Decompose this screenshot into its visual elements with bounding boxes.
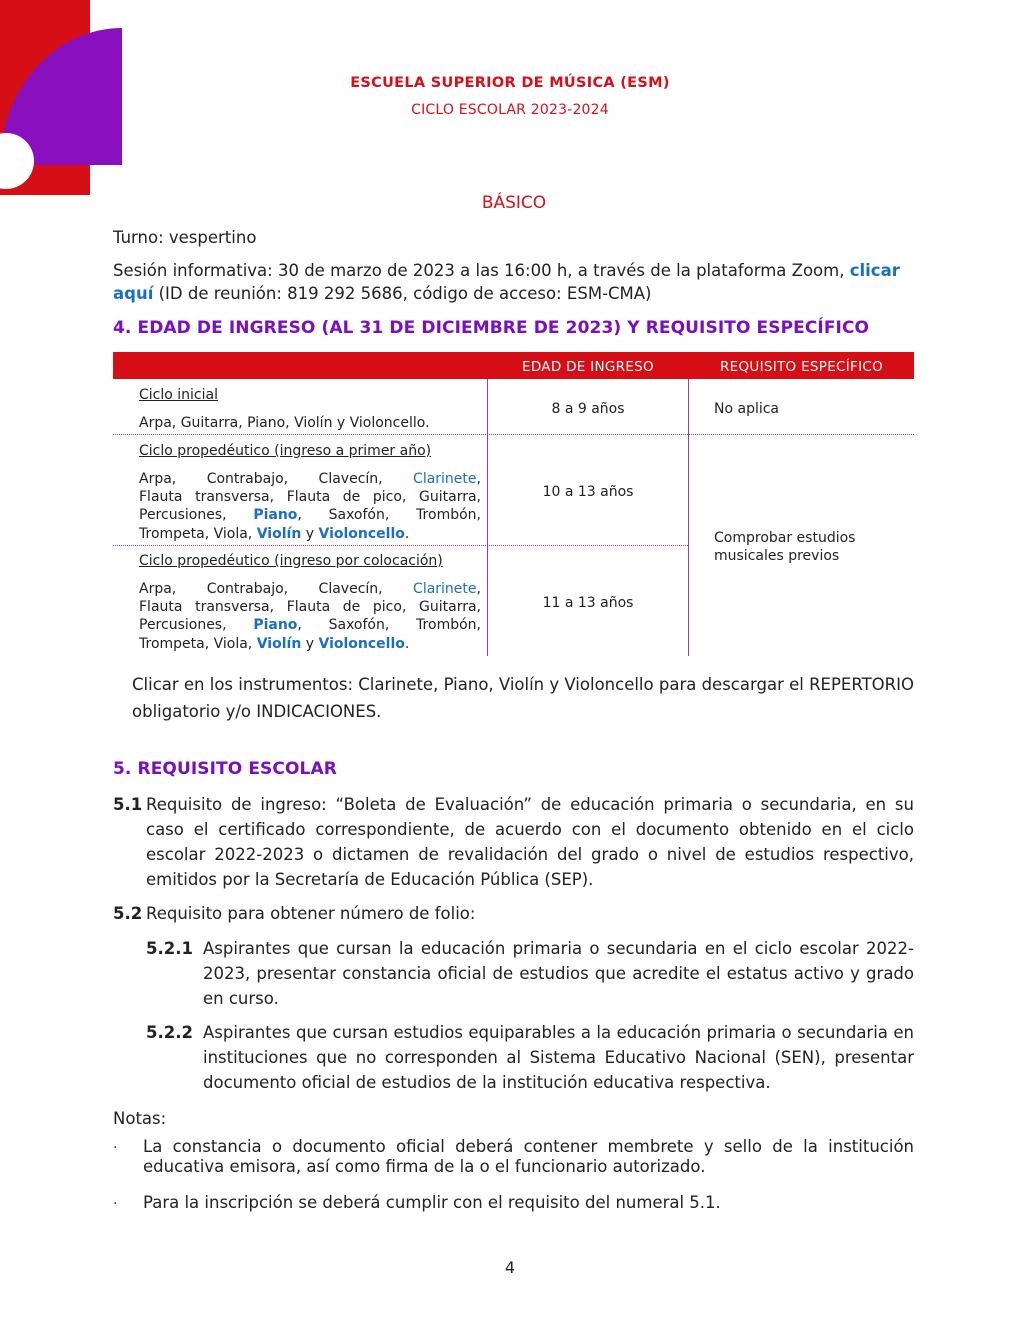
row-prope1-age: 10 a 13 años [542,484,634,500]
violoncello-link[interactable]: Violoncello [318,525,405,542]
row-prope2-name: Ciclo propedéutico (ingreso por colocación) [139,553,443,569]
item-5-2-1-number: 5.2.1 [146,939,193,958]
row-prope2-instruments: Arpa, Contrabajo, Clavecín, Clarinete, Flauta transversa, Flauta de pico, Guitarra, Percusiones, Piano, Saxofón, Trombón, Trompeta, Viola, Violín y Violoncello. [139,581,481,652]
col-header-age: EDAD DE INGRESO [522,359,654,375]
clarinete-link[interactable]: Clarinete [413,581,477,597]
notes-title: Notas: [113,1109,167,1128]
piano-link[interactable]: Piano [253,617,298,634]
school-cycle: CICLO ESCOLAR 2023-2024 [411,102,609,118]
session-text: Sesión informativa: 30 de marzo de 2023 a las 16:00 h, a través de la plataforma Zoom, [113,261,845,280]
row-prope1-name: Ciclo propedéutico (ingreso a primer año) [139,443,432,459]
table-divider [487,379,488,656]
turno-text: Turno: vespertino [113,228,257,247]
page-number: 4 [504,1258,516,1277]
bullet: · [113,1140,118,1156]
item-5-2-2-number: 5.2.2 [146,1023,193,1042]
row-prope2-age: 11 a 13 años [542,595,634,611]
item-5-2-2-text: Aspirantes que cursan estudios equiparables a la educación primaria o secundaria en instituciones que no corresponden al Sistema Educativo Nacional (SEN), presentar documento oficial de estudios de la institución educativa respectiva. [203,1023,914,1092]
school-name: ESCUELA SUPERIOR DE MÚSICA (ESM) [350,75,670,91]
row-inicial-requirement: No aplica [714,401,780,417]
row-prope1-instruments: Arpa, Contrabajo, Clavecín, Clarinete, Flauta transversa, Flauta de pico, Guitarra, Percusiones, Piano, Saxofón, Trombón, Trompeta, Viola, Violín y Violoncello. [139,471,481,542]
session-paragraph [113,259,915,305]
row-separator [113,545,688,546]
row-inicial-instruments: Arpa, Guitarra, Piano, Violín y Violoncello. [139,415,430,431]
col-header-requirement: REQUISITO ESPECÍFICO [719,359,884,375]
shared-requirement: Comprobar estudios musicales previos [714,530,856,565]
section-4-title: 4. EDAD DE INGRESO (AL 31 DE DICIEMBRE DE 2023) Y REQUISITO ESPECÍFICO [113,318,870,338]
bullet: · [113,1196,118,1212]
item-5-1-number: 5.1 [113,795,143,814]
item-5-2-1-text: Aspirantes que cursan la educación primaria o secundaria en el ciclo escolar 2022-2023, presentar constancia oficial de estudios que acredite el estatus activo y grado en curso. [203,939,914,1008]
session-details: (ID de reunión: 819 292 5686, código de acceso: ESM-CMA) [158,284,652,303]
corner-decoration [0,0,122,195]
item-5-1-text: Requisito de ingreso: “Boleta de Evaluación” de educación primaria o secundaria, en su caso el certificado correspondiente, de acuerdo con el documento obtenido en el ciclo escolar 2022-2023 o dictamen de revalidación del grado o nivel de estudios respectivo, emitidos por la Secretaría de Educación Pública (SEP). [146,795,914,889]
violoncello-link[interactable]: Violoncello [318,635,405,652]
piano-link[interactable]: Piano [253,507,298,524]
note-item: Para la inscripción se deberá cumplir con el requisito del numeral 5.1. [143,1193,721,1212]
row-separator [113,434,914,435]
violin-link[interactable]: Violín [256,525,302,542]
basico-title: BÁSICO [481,193,547,213]
violin-link[interactable]: Violín [256,635,302,652]
instruments-note: Clicar en los instrumentos: Clarinete, Piano, Violín y Violoncello para descargar el REPERTORIO obligatorio y/o INDICACIONES. [132,675,914,721]
row-inicial-name: Ciclo inicial [139,387,218,403]
table-divider [688,379,689,656]
note-item: La constancia o documento oficial deberá contener membrete y sello de la institución educativa emisora, así como firma de la o el funcionario autorizado. [143,1137,914,1176]
item-5-2-number: 5.2 [113,904,143,923]
clarinete-link[interactable]: Clarinete [413,471,477,487]
zoom-link[interactable]: clicar aquí [113,261,900,303]
section-5-title: 5. REQUISITO ESCOLAR [113,759,337,779]
item-5-2-text: Requisito para obtener número de folio: [146,904,476,923]
row-inicial-age: 8 a 9 años [551,401,625,417]
